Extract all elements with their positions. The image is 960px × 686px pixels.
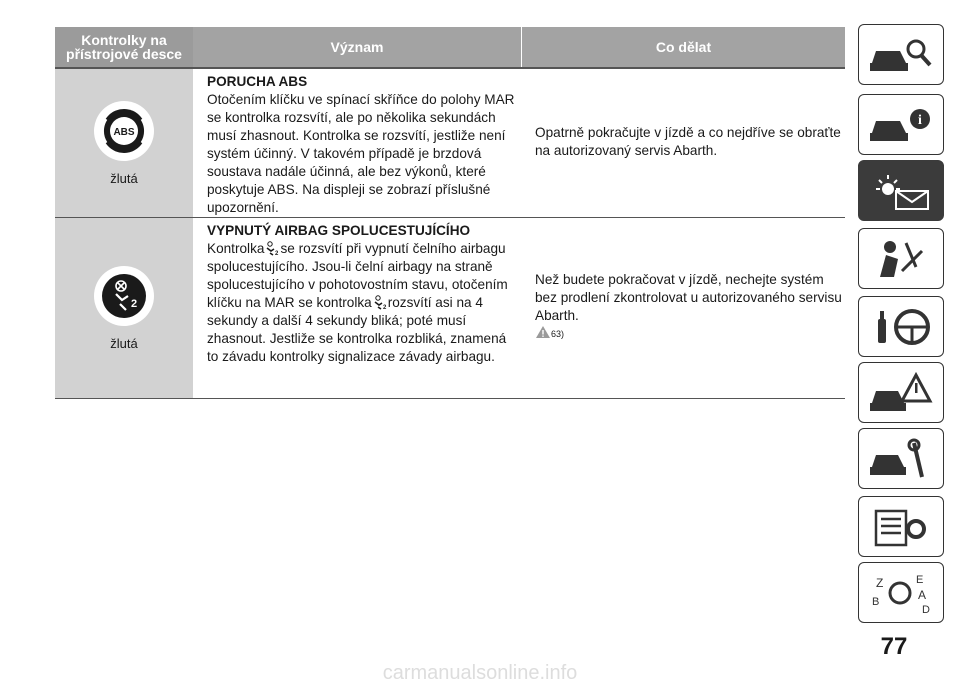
color-label: žlutá <box>110 335 138 351</box>
table-header <box>55 27 845 69</box>
tab-car-info[interactable] <box>858 94 944 155</box>
tab-car-search[interactable] <box>858 24 944 85</box>
alphabet-index-icon <box>866 571 936 615</box>
tab-list-settings[interactable] <box>858 496 944 557</box>
svg-text:A: A <box>918 587 927 602</box>
table-row <box>55 218 845 399</box>
svg-text:i: i <box>918 112 922 128</box>
tab-car-warning[interactable] <box>858 362 944 423</box>
watermark: carmanualsonline.info <box>382 662 578 684</box>
warning-lights-table <box>55 27 845 399</box>
tab-car-service[interactable] <box>858 428 944 489</box>
car-warning-triangle-icon <box>866 371 936 415</box>
svg-text:2: 2 <box>131 297 138 310</box>
header-action: Co dělat <box>655 39 712 55</box>
svg-text:ABS: ABS <box>113 126 135 138</box>
airbag-safety-icon <box>866 237 936 281</box>
svg-text:Z: Z <box>876 575 884 590</box>
meaning-text: Otočením klíčku ve spínací skříňce do polohy MAR se kontrolka rozsvítí, ale po několika sekundách musí zhasnout. Kontrolka se rozsvítí, jestliže není systém účinný. V takovém případě je brzdová soustava nadále účinná, ale bez výkonů, které poskytuje ABS. Na displeji se zobrazí příslušné upozornění. <box>207 92 515 215</box>
airbag-off-inline-icon <box>372 294 388 310</box>
svg-text:2: 2 <box>382 305 387 310</box>
abs-warning-icon <box>94 101 154 161</box>
warning-lights-icon <box>866 169 936 213</box>
car-search-icon <box>866 33 936 77</box>
row-title: PORUCHA ABS <box>207 74 308 89</box>
car-info-icon <box>866 103 936 147</box>
header-meaning: Význam <box>330 39 384 55</box>
action-cell <box>521 218 845 398</box>
svg-text:D: D <box>922 603 930 615</box>
car-service-icon <box>866 437 936 481</box>
tab-warning-lights[interactable] <box>858 160 944 221</box>
tab-airbag-safety[interactable] <box>858 228 944 289</box>
meaning-cell <box>193 218 521 398</box>
tab-steering-key[interactable] <box>858 296 944 357</box>
page-number: 77 <box>880 633 908 660</box>
svg-text:2: 2 <box>275 251 279 256</box>
airbag-off-inline-icon <box>264 240 280 256</box>
indicator-cell <box>55 69 193 217</box>
caution-icon <box>535 325 551 339</box>
meaning-text: Kontrolka 2 se rozsvítí při vypnutí čelního airbagu spolucestujícího. Jsou-li čelní airbagy na straně spolucestujícího v pohotovostním stavu, otočením klíčku na MAR se kontrolka 2 rozsvítí asi na 4 sekundy a další 4 sekundy bliká; poté musí zhasnout. Jestliže se kontrolka rozbliká, znamená to závadu kontrolky signalizace závady airbagu. <box>207 241 508 364</box>
warning-note: 63) <box>535 325 845 344</box>
tab-alphabet-index[interactable] <box>858 562 944 623</box>
svg-text:B: B <box>872 595 880 608</box>
table-row <box>55 69 845 218</box>
list-settings-icon <box>866 505 936 549</box>
action-text: Opatrně pokračujte v jízdě a co nejdříve se obraťte na autorizovaný servis Abarth. <box>535 125 841 158</box>
color-label: žlutá <box>110 170 138 186</box>
svg-text:E: E <box>916 573 924 586</box>
action-text: Než budete pokračovat v jízdě, nechejte systém bez prodlení zkontrolovat u autorizovaného servisu Abarth. <box>535 271 842 323</box>
header-lights: Kontrolky na přístrojové desce <box>55 27 193 67</box>
indicator-cell <box>55 218 193 398</box>
action-cell <box>521 69 845 217</box>
passenger-airbag-off-icon <box>94 266 154 326</box>
row-title: VYPNUTÝ AIRBAG SPOLUCESTUJÍCÍHO <box>207 223 471 238</box>
meaning-cell <box>193 69 521 217</box>
steering-wheel-key-icon <box>866 305 936 349</box>
